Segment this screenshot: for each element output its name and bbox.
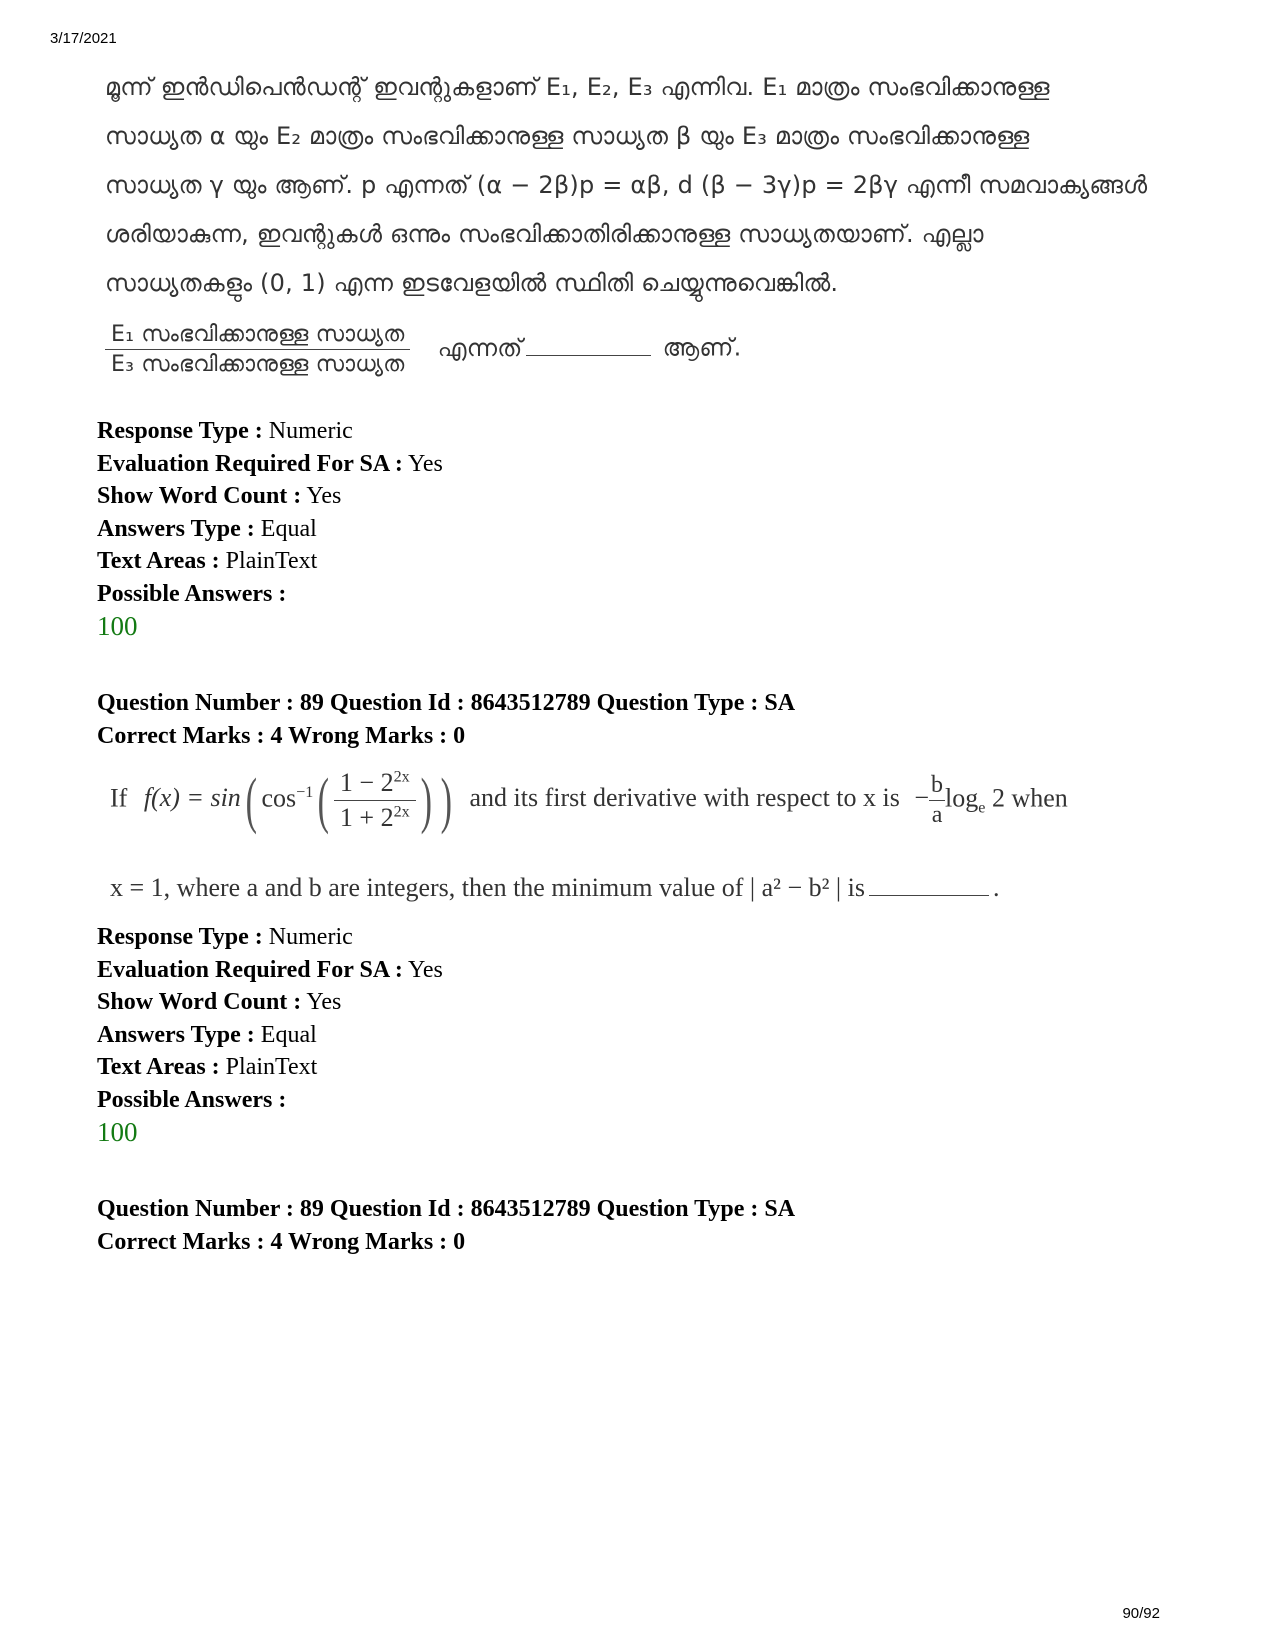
question-88-fraction-line	[105, 322, 741, 377]
answers-type-value: Equal	[260, 1021, 317, 1048]
answer-blank-2	[869, 875, 989, 896]
response-type-label: Response Type :	[97, 418, 263, 444]
possible-answer-value: 100	[97, 611, 138, 641]
right-paren-outer: )	[441, 766, 453, 835]
question-89-line-2: x = 1, where a and b are integers, then the minimum value of | a² − b² | is .	[110, 873, 1000, 902]
response-type-value: Numeric	[268, 924, 353, 950]
possible-answers-label: Possible Answers :	[97, 1086, 287, 1113]
inner-numerator: 1 − 2	[339, 768, 394, 797]
frac-a: a	[931, 802, 943, 828]
inner-denominator: 1 + 2	[339, 803, 394, 832]
marks-line: Correct Marks : 4 Wrong Marks : 0	[97, 722, 466, 749]
fraction-denominator: E₃ സംഭവിക്കാനുള്ള സാധ്യത	[111, 352, 405, 377]
minus-sign: −	[914, 783, 930, 813]
question-88-line-1: മൂന്ന് ഇൻഡിപെൻഡന്റ് ഇവന്റുകളാണ് E₁, E₂, E₃ എന്നിവ. E₁ മാത്രം സംഭവിക്കാനുള്ള	[105, 73, 1050, 101]
word-count-label: Show Word Count :	[97, 989, 302, 1015]
fraction-numerator: E₁ സംഭവിക്കാനുള്ള സാധ്യത	[105, 322, 410, 350]
text-areas-value: PlainText	[225, 548, 318, 574]
two-when-text: 2 when	[991, 783, 1068, 813]
question-header-2	[97, 1193, 795, 1258]
response-type-label: Response Type :	[97, 924, 263, 950]
cos-text: cos	[261, 783, 297, 813]
inverse-sup: −1	[296, 783, 314, 801]
response-meta-1	[97, 415, 443, 643]
right-paren-inner: )	[420, 766, 432, 835]
inner-fraction	[334, 768, 416, 833]
page-number: 90/92	[1122, 1605, 1160, 1622]
answers-type-label: Answers Type :	[97, 1021, 255, 1048]
function-expr: f(x) = sin	[143, 783, 241, 813]
answer-blank	[526, 335, 651, 356]
possible-answers-label: Possible Answers :	[97, 580, 287, 607]
answers-type-label: Answers Type :	[97, 515, 255, 542]
log-base: e	[978, 799, 986, 817]
print-date: 3/17/2021	[50, 30, 117, 47]
question-number-line: Question Number : 89 Question Id : 8643512789 Question Type : SA	[97, 1196, 796, 1222]
left-paren-outer: (	[245, 766, 257, 835]
word-count-label: Show Word Count :	[97, 483, 302, 509]
numerator-exponent: 2x	[393, 768, 410, 786]
answers-type-value: Equal	[260, 515, 317, 542]
response-meta-2	[97, 921, 443, 1149]
if-word: If	[110, 783, 128, 813]
frac-b: b	[929, 772, 945, 801]
log-text: log	[945, 783, 979, 813]
word-count-value: Yes	[306, 483, 342, 509]
evaluation-label: Evaluation Required For SA :	[97, 956, 403, 983]
text-areas-label: Text Areas :	[97, 1054, 220, 1080]
question-88-text	[105, 63, 1148, 308]
evaluation-value: Yes	[407, 956, 443, 983]
fraction-tail-text: എന്നത്	[437, 333, 523, 362]
is-text: is	[847, 873, 865, 902]
response-type-value: Numeric	[268, 418, 353, 444]
derivative-text: and its first derivative with respect to x is	[469, 783, 900, 813]
question-88-line-5: സാധ്യതകളും (0, 1) എന്ന ഇടവേളയിൽ സ്ഥിതി ചെയ്യുന്നുവെങ്കിൽ.	[105, 269, 839, 297]
question-number-line: Question Number : 89 Question Id : 8643512789 Question Type : SA	[97, 690, 796, 716]
b-over-a-fraction	[929, 772, 945, 829]
probability-ratio-fraction	[105, 322, 410, 377]
denominator-exponent: 2x	[393, 803, 410, 821]
question-header-1	[97, 687, 795, 752]
abs-expression: | a² − b² |	[749, 873, 842, 902]
word-count-value: Yes	[306, 989, 342, 1015]
question-88-line-2: സാധ്യത α യും E₂ മാത്രം സംഭവിക്കാനുള്ള സാധ്യത β യും E₃ മാത്രം സംഭവിക്കാനുള്ള	[105, 122, 1030, 150]
evaluation-label: Evaluation Required For SA :	[97, 450, 403, 477]
text-areas-label: Text Areas :	[97, 548, 220, 574]
question-89-formula-line	[110, 768, 1068, 833]
evaluation-value: Yes	[407, 450, 443, 477]
left-paren-inner: (	[317, 766, 330, 835]
text-areas-value: PlainText	[225, 1054, 318, 1080]
question-88-line-4: ശരിയാകുന്ന, ഇവന്റുകൾ ഒന്നും സംഭവിക്കാതിരിക്കാനുള്ള സാധ്യതയാണ്. എല്ലാ	[105, 220, 984, 248]
fraction-tail-end: ആണ്.	[662, 333, 742, 362]
marks-line: Correct Marks : 4 Wrong Marks : 0	[97, 1228, 466, 1255]
possible-answer-value: 100	[97, 1117, 138, 1147]
condition-text: x = 1, where a and b are integers, then the minimum value of	[110, 873, 744, 902]
question-88-line-3: സാധ്യത γ യും ആണ്. p എന്നത് (α − 2β)p = αβ, d (β − 3γ)p = 2βγ എന്നീ സമവാക്യങ്ങൾ	[105, 171, 1148, 199]
